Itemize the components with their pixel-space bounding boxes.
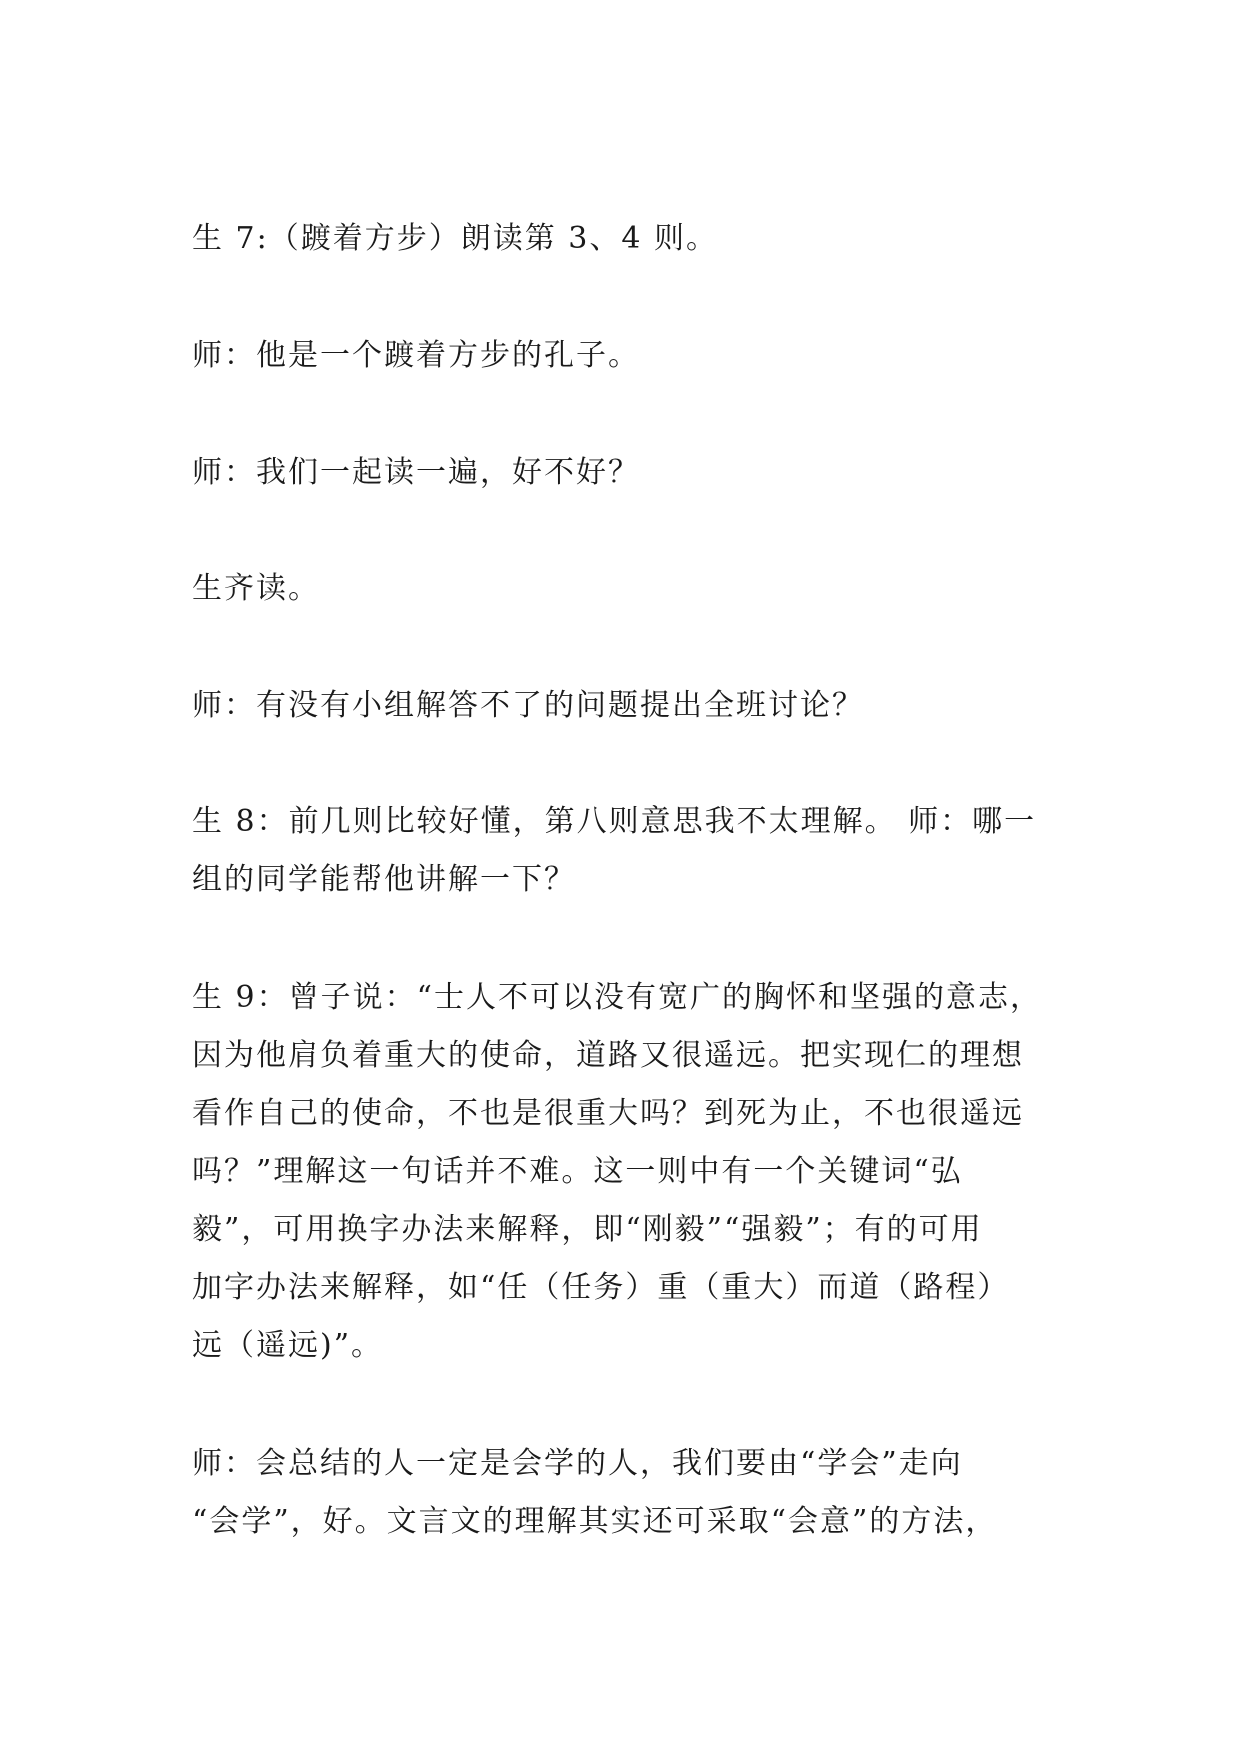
text-line: 生 8：前几则比较好懂，第八则意思我不太理解。 师：哪一 [192,804,1037,839]
paragraph-7 [192,969,1072,1375]
paragraph-3 [192,444,1072,502]
text-line: 因为他肩负着重大的使命，道路又很遥远。把实现仁的理想 [192,1038,1024,1073]
text-line: 生齐读。 [192,571,320,606]
text-line: 加字办法来解释，如“任（任务）重（重大）而道（路程） [192,1270,1010,1305]
text-line: 师：会总结的人一定是会学的人，我们要由“学会”走向 [192,1446,963,1481]
text-line: “会学”，好。文言文的理解其实还可采取“会意”的方法， [192,1504,998,1539]
paragraph-1 [192,210,1072,268]
text-line: 生 9：曾子说：“士人不可以没有宽广的胸怀和坚强的意志， [192,980,1042,1015]
text-line: 组的同学能帮他讲解一下？ [192,862,576,897]
text-line: 吗？”理解这一句话并不难。这一则中有一个关键词“弘 [192,1154,963,1189]
text-line: 远（遥远)”。 [192,1328,384,1363]
text-line: 师：有没有小组解答不了的问题提出全班讨论？ [192,688,864,723]
text-line: 毅”，可用换字办法来解释，即“刚毅”“强毅”；有的可用 [192,1212,983,1247]
text-line: 看作自己的使命，不也是很重大吗？到死为止，不也很遥远 [192,1096,1024,1131]
paragraph-8 [192,1435,1072,1551]
paragraph-6 [192,793,1072,909]
paragraph-5 [192,677,1072,735]
text-line: 生 7:（踱着方步）朗读第 3、4 则。 [192,221,718,256]
text-line: 师：我们一起读一遍，好不好？ [192,455,640,490]
paragraph-2 [192,327,1072,385]
text-line: 师：他是一个踱着方步的孔子。 [192,338,640,373]
paragraph-4 [192,560,1072,618]
